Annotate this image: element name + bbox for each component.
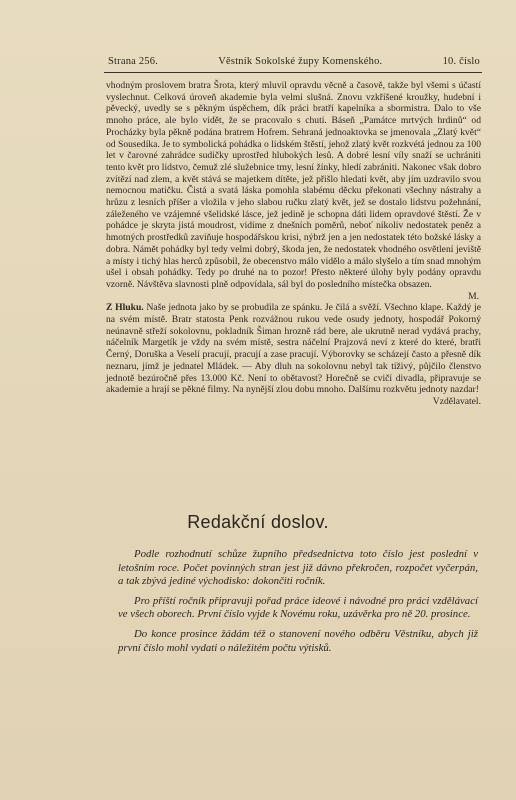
- afterword-paragraph-2: Pro příští ročník připravuji pořad práce ideové i návodné pro práci vzdělávací ve všech oborech. První číslo vyjde k Novému roku, uzávěrka pro ně 20. prosince.: [118, 594, 478, 621]
- issue-number: 10. číslo: [442, 56, 480, 67]
- article-academy-signature: M.: [468, 290, 479, 302]
- page-header: [108, 56, 480, 67]
- article-hluk-heading: Z Hluku.: [106, 302, 144, 314]
- article-hluk-text: Naše jednota jako by se probudila ze spánku. Je čilá a svěží. Všechno klape. Každý je na svém místě. Bratr statosta Penk rozvážnou rukou vede osudy jednoty, hospodář Pokorný neúnavně střeží sokolovnu, pokladník Šiman hrozně rád bere, ale ukrutně nerad vydává prachy, náčelník Margetík je vždy na svém místě, sestra náčelní Prajzová neví z které do které, bratři Černý, Doruška a Veselí pracují, pracují a zase pracují. Výborovky se scházejí často a přesně dík neznaru, jímž je jednatel Mládek. — Aby dluh na sokolovnu nebyl tak tíživý, půjčilo členstvo jednotě bezúročně přes 13.000 Kč. Není to obětavost? Horečně se cvičí divadla, připravuje se akademie a hrají se pěkné filmy. Na nynější zlou dobu mnoho. Dalšímu rozkvětu jednoty nazdar!: [106, 302, 481, 396]
- page-number: Strana 256.: [108, 56, 159, 67]
- afterword-paragraph-1: Podle rozhodnutí schůze župního předsednictva toto číslo jest poslední v letošním roce. Počet povinných stran jest již dávno překročen, rozpočet vyčerpán, a tak zbývá jediné východisko: dokončiti ročník.: [118, 548, 478, 588]
- main-column: [106, 80, 481, 408]
- article-hluk: [106, 302, 481, 396]
- editorial-afterword-title: Redakční doslov.: [187, 512, 329, 532]
- article-academy-text: vhodným proslovem bratra Šrota, který mluvil opravdu věcně a časově, takže byl všemi s účastí vyslechnut. Celková úroveň akademie byla velmi slušná. Znovu vzkříšené kroužky, hudební i pěvecký, uvedly se s pěkným úspěchem, dík práci bratří kapelníka a sbormistra. Dalo to vše mnoho práce, ale bylo vidět, že se pracovalo s chutí. Báseň „Památce mrtvých hrdinů“ od Procházky byla pěkně podána bratrem Hofrem. Sehraná jednoaktovka se jmenovala „Zlatý květ“ od Sousedíka. Je to symbolická pohádka o lidském štěstí, jehož zlatý květ rozkvétá jednou za 100 let v čarovné zahrádce sudičky uprostřed hlubokých lesů. A dobré lesní víly snaží se uchrániti tento květ pro lidstvo, čemuž zlé služebnice tmy, lesní žínky, hledí zabrániti. Nakonec však dobro zvítězí nad zlem, a květ stává se majetkem dítěte, jež přišlo hledati květ, aby jím uzdravilo svou nemocnou matičku. Čistá a svatá láska pomohla slabému děcku překonati všechny nástrahy a hrůzu z lesních příšer a vložila v jeho slabou ručku zlatý květ, jež se dostalo lidstvu požehnání, záleženého ve vzájemné všelidské lásce, jež jedině je schopna dáti lidem opravdové štěstí. Že v pohádce je skryta jistá moudrost, vidíme z dnešních poměrů, neboť nikoliv nedostatek peněz a hmotných prostředků zaviňuje hospodářskou krisi, nýbrž jen a jen nedostatek této božské lásky a dobra. Námět pohádky byl tedy velmi dobrý, škoda jen, že nedostatek vhodného osvětlení jeviště a místy i tichý hlas herců způsobil, že obecenstvo málo vidělo a málo slyšelo a tím snad mnohým ušel i obsah pohádky. Tedy po druhé na to pozor! Přesto některé úlohy byly podány opravdu vzorně. Návštěva slavnosti plně odpovídala, sál byl do posledního místečka obsazen.: [106, 80, 481, 290]
- afterword-paragraph-3: Do konce prosince žádám též o stanovení nového odběru Věstníku, abych již první číslo mohl vydati o náležitém počtu výtisků.: [118, 627, 478, 654]
- editorial-afterword: [118, 548, 478, 661]
- publication-title: Věstník Sokolské župy Komenského.: [218, 56, 383, 67]
- header-rule: [104, 72, 482, 73]
- article-hluk-closing: Vzdělavatel.: [432, 395, 481, 407]
